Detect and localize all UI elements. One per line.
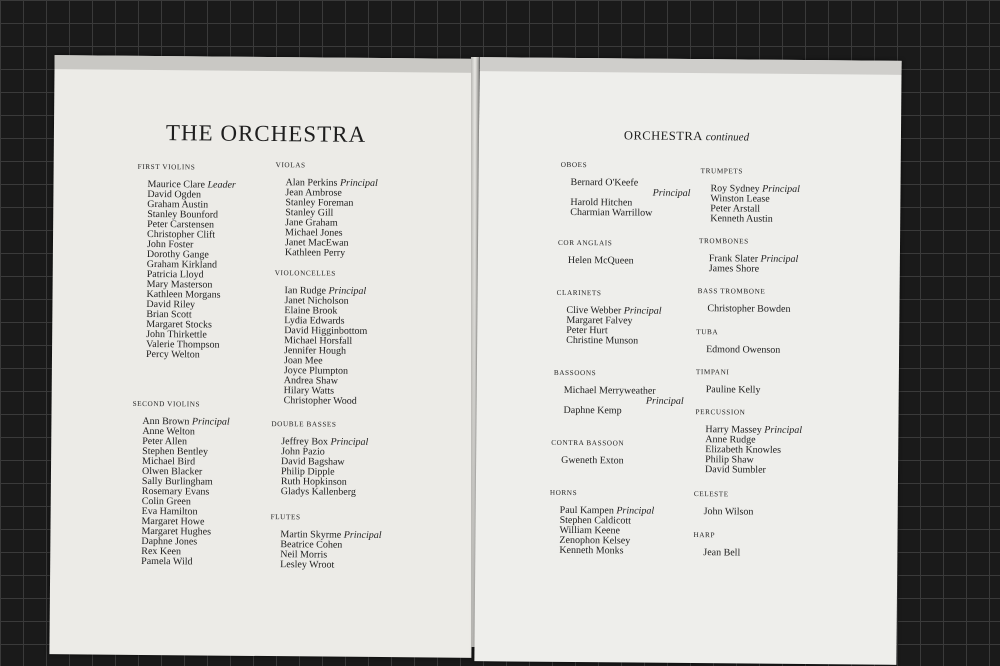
member-role: Principal [623,305,662,317]
member-name: Kathleen Perry [284,247,346,259]
member-list [280,530,381,571]
member-entry [710,214,800,225]
member-list [570,178,690,219]
section-flutes [270,514,382,571]
right-title-main: ORCHESTRA [623,128,703,144]
member-entry [564,406,684,417]
member-name: William Keene [559,525,620,537]
member-name: Michael Jones [285,227,343,239]
member-name: Margaret Falvey [566,315,633,327]
member-entry [280,560,381,571]
member-name: Clive Webber [566,305,622,317]
member-name: John Foster [146,239,194,251]
member-name: Maurice Clare [147,179,206,191]
member-name: Stanley Gill [285,207,334,219]
member-name: Philip Dipple [280,466,335,478]
member-entry [281,487,368,498]
member-name: Gweneth Exton [561,455,624,467]
member-role: Principal [616,505,655,517]
member-list [704,507,754,517]
member-name: John Thirkettle [146,329,207,341]
section-trombones [699,238,799,275]
right-page-title [624,128,749,144]
member-name: Jane Graham [285,217,338,229]
member-name: Christopher Bowden [707,303,791,316]
member-name: Janet MacEwan [284,237,349,249]
member-entry [568,256,634,267]
member-entry [706,345,780,356]
member-role: Principal [330,436,369,449]
member-role: Leader [207,179,236,191]
member-name: Pauline Kelly [705,384,761,396]
member-name: Margaret Hughes [141,526,212,538]
left-page [49,55,476,658]
member-name: Anne Rudge [705,434,756,446]
section-oboes [560,162,690,219]
section-bassoons [554,370,684,417]
member-name: Kenneth Austin [710,213,773,225]
member-name: Charmian Warrillow [570,207,653,219]
member-entry [706,385,761,395]
member-name: Daphne Jones [141,536,198,548]
member-list [706,345,780,356]
member-name: Gladys Kallenberg [280,486,356,499]
section-heading: VIOLONCELLES [274,269,336,278]
member-name: Kathleen Morgans [146,289,221,301]
member-entry [285,248,377,259]
member-entry [561,456,624,467]
member-name: Rosemary Evans [141,486,210,498]
member-list [564,386,684,417]
member-name: Rex Keen [141,546,182,558]
section-harp [693,532,740,559]
section-tuba [696,329,780,356]
section-trumpets [700,168,800,225]
member-name: Margaret Stocks [146,319,212,331]
member-role: Principal [339,177,378,190]
member-name: Mary Masterson [146,279,213,291]
member-entry [566,336,661,347]
member-name: Andrea Shaw [283,375,338,387]
member-name: Janet Nicholson [284,295,349,307]
member-name: John Wilson [703,506,754,518]
member-name: Jean Ambrose [285,187,342,199]
section-heading: OBOES [560,160,588,170]
member-name: Ann Brown [142,416,190,428]
member-name: Pamela Wild [141,556,193,568]
member-entry [704,507,754,517]
section-heading: TUBA [696,328,719,337]
section-heading: FLUTES [270,513,301,522]
member-name: Michael Horsfall [284,335,353,347]
member-name: Anne Welton [142,426,196,438]
member-name: David Sumbler [705,464,766,476]
member-name: Valerie Thompson [146,339,220,351]
member-name: David Bagshaw [281,456,345,468]
member-name: Margaret Howe [141,516,205,528]
section-heading: HARP [693,531,716,540]
right-title-suffix: continued [705,131,750,144]
member-name: Elaine Brook [284,305,338,317]
section-contra-bassoon [551,440,624,467]
member-name: James Shore [708,263,760,275]
member-name: David Riley [146,299,196,311]
member-list [281,437,369,498]
section-first-violins [136,164,236,361]
member-name: Jean Bell [703,547,741,559]
section-timpani [696,369,761,396]
member-name: Bernard O'Keefe [570,177,639,189]
section-heading: HORNS [549,488,578,498]
section-celeste [694,491,754,518]
member-name: Roy Sydney [710,183,760,195]
member-name: Michael Merryweather [563,385,656,397]
section-violoncelles [274,270,368,407]
member-name: Peter Arstall [710,203,761,215]
page-title: THE ORCHESTRA [165,120,367,147]
member-entry [570,208,690,219]
member-name: Alan Perkins [285,177,338,189]
member-entry [559,546,654,557]
member-name: Colin Green [141,496,191,508]
member-name: Neil Morris [280,549,328,561]
member-entry [709,264,799,275]
member-name: Joan Mee [283,355,323,367]
section-heading: SECOND VIOLINS [132,399,201,409]
member-name: Eva Hamilton [141,506,198,518]
member-name: David Ogden [147,189,202,201]
member-name: Michael Bird [142,456,196,468]
member-name: Martin Skyrme [280,529,342,541]
member-list [146,180,236,361]
member-name: Sally Burlingham [141,476,213,488]
member-list [705,425,802,476]
member-name: Peter Carstensen [147,219,215,231]
section-horns [549,490,654,557]
member-name: Christopher Wood [283,395,357,408]
member-name: Ian Rudge [284,285,327,297]
section-heading: CONTRA BASSOON [551,438,625,448]
member-name: Stanley Foreman [285,197,354,209]
member-list [709,254,799,275]
member-name: Stanley Bounford [147,209,219,221]
member-name: Patricia Lloyd [146,269,204,281]
member-name: Harry Massey [705,424,762,436]
member-list [285,178,378,259]
member-name: Hilary Watts [283,385,335,397]
section-heading: VIOLAS [275,161,306,170]
member-name: Olwen Blacker [141,466,203,478]
member-name: Stephen Caldicott [559,515,632,527]
member-name: Peter Hurt [566,325,608,337]
member-name: Ruth Hopkinson [280,476,347,488]
member-name: Daphne Kemp [563,405,622,417]
member-name: Graham Austin [147,199,209,211]
member-name: Helen McQueen [567,255,634,267]
member-name: Peter Allen [142,436,188,448]
member-name: Frank Slater [708,253,759,265]
section-bass-trombone [697,288,790,315]
section-heading: CELESTE [693,490,729,499]
section-cor-anglais [558,240,634,267]
member-name: Lesley Wroot [280,559,335,571]
section-heading: TROMBONES [699,237,749,246]
member-list [141,417,230,568]
member-name: Harold Hitchen [570,197,633,209]
member-entry [707,304,790,315]
member-entry [703,548,740,558]
member-name: Zenophon Kelsey [559,535,631,547]
member-name: Kenneth Monks [559,545,624,557]
member-entry [284,396,367,407]
member-list [568,256,634,267]
member-role: Principal [191,416,230,428]
member-name: Philip Shaw [705,454,754,466]
section-heading: CLARINETS [556,288,602,298]
member-list [284,286,368,407]
section-heading: DOUBLE BASSES [271,420,337,429]
member-name: John Pazio [281,446,325,458]
member-list [559,506,654,557]
member-name: Edmond Owenson [706,344,781,357]
section-heading: BASS TROMBONE [697,287,766,296]
section-heading: BASSOONS [553,368,597,378]
member-entry [705,465,802,476]
member-name: Christopher Clift [147,229,216,241]
member-entry [564,386,684,407]
member-list [707,304,790,315]
member-name: Graham Kirkland [146,259,218,271]
section-heading: TRUMPETS [700,167,744,176]
right-page [474,57,901,665]
member-name: Joyce Plumpton [283,365,349,377]
member-list [703,548,740,558]
member-name: Beatrice Cohen [280,539,343,551]
section-clarinets [556,290,662,347]
member-name: Brian Scott [146,309,192,321]
member-name: Winston Lease [710,193,770,205]
section-percussion [695,409,802,476]
member-name: Percy Welton [145,349,200,361]
member-role: Principal [645,395,684,408]
member-role: Principal [328,285,367,298]
member-entry [570,178,690,199]
section-heading: PERCUSSION [695,408,746,417]
member-role: Principal [762,183,801,196]
member-entry [146,350,234,361]
member-name: Jennifer Hough [284,345,347,357]
section-heading: FIRST VIOLINS [137,162,196,172]
member-role: Principal [343,529,382,542]
member-name: Paul Kampen [559,505,614,517]
section-double-basses [271,421,369,498]
member-name: Jeffrey Box [281,436,329,448]
member-list [566,306,661,347]
member-name: David Higginbottom [284,325,368,338]
member-name: Lydia Edwards [284,315,345,327]
section-second-violins [131,401,230,568]
member-name: Dorothy Gange [146,249,209,261]
member-name: Christine Munson [566,335,639,347]
section-heading: TIMPANI [695,368,730,377]
member-entry [141,557,228,568]
member-role: Principal [652,187,691,200]
section-violas [275,162,378,259]
member-list [706,385,761,395]
member-list [710,184,800,225]
section-heading: COR ANGLAIS [557,238,613,248]
member-list [561,456,624,467]
member-role: Principal [764,424,803,437]
member-name: Stephen Bentley [142,446,209,458]
member-name: Elizabeth Knowles [705,444,782,457]
member-role: Principal [760,253,799,266]
